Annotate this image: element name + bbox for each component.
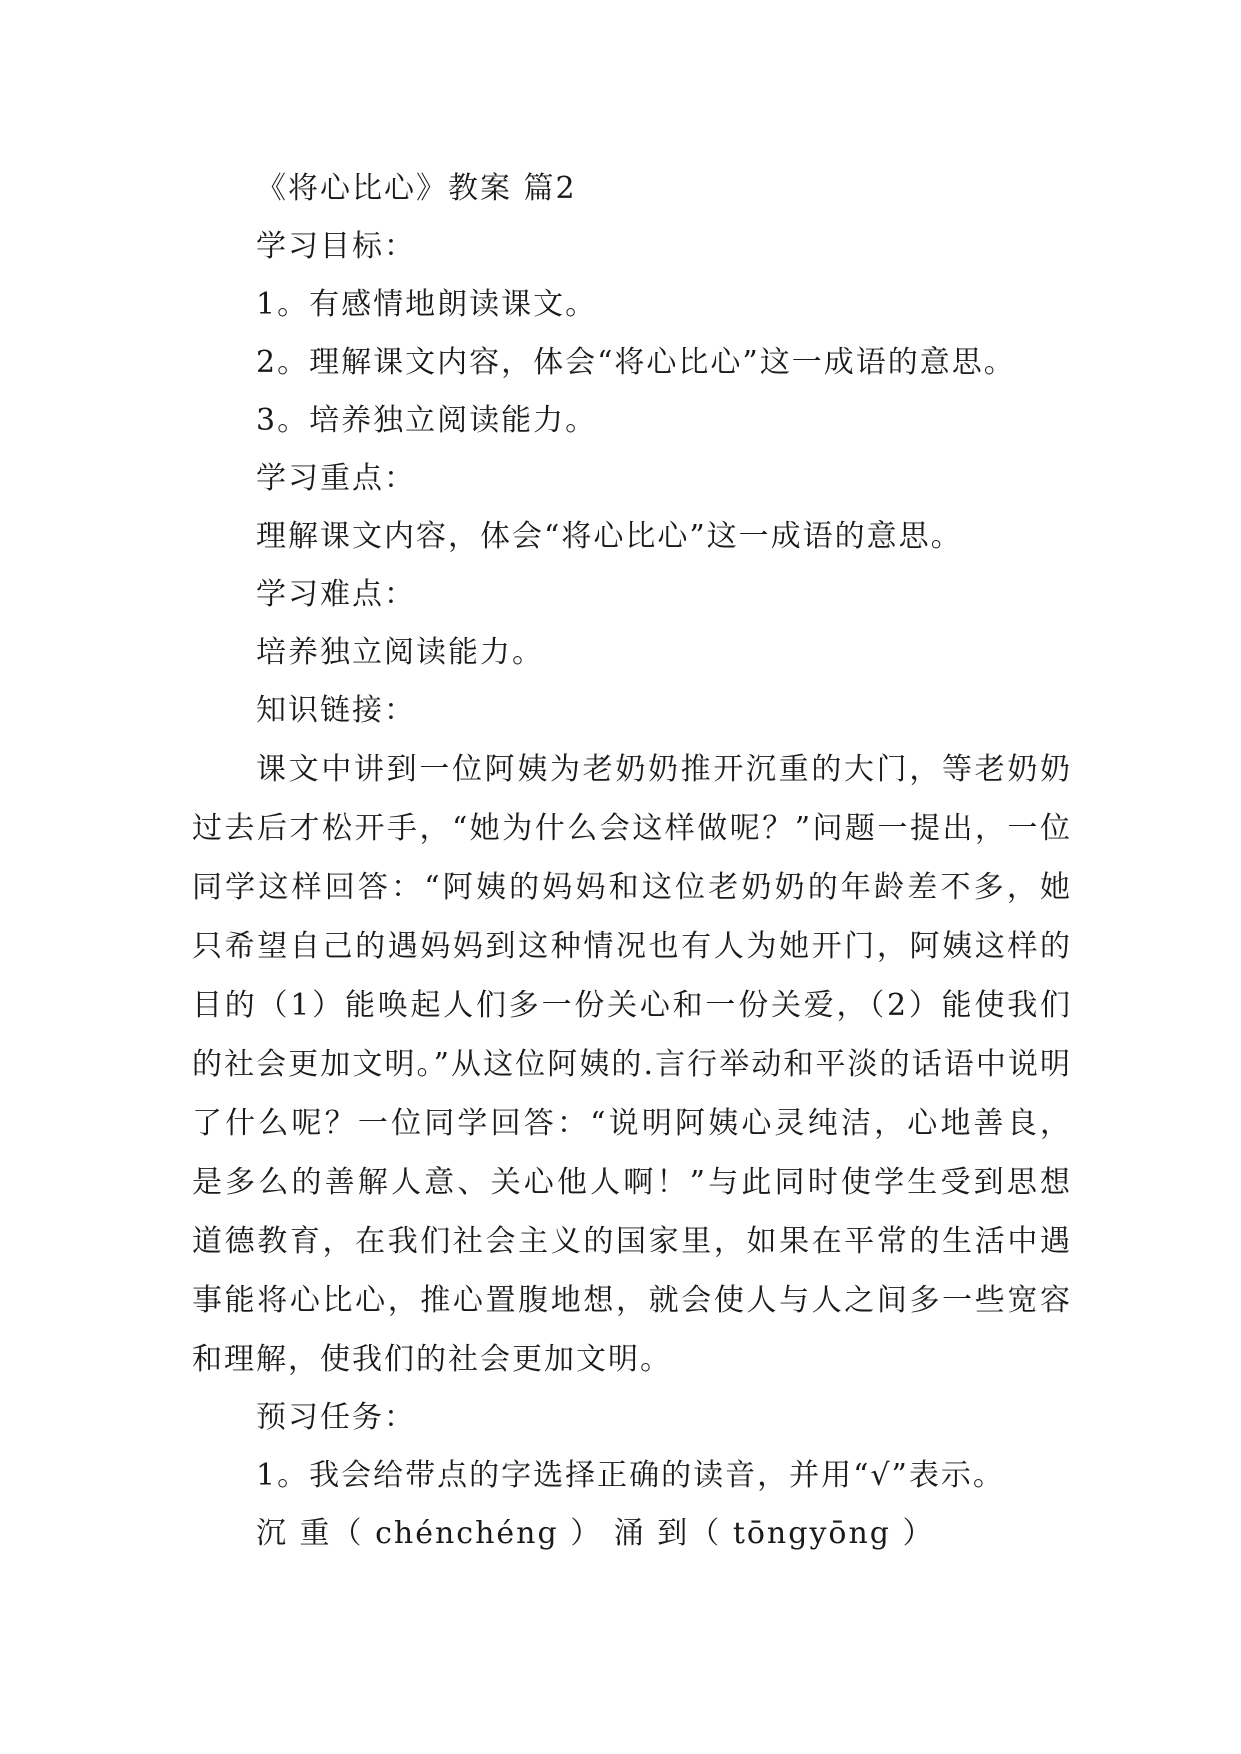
document-body bbox=[192, 160, 1072, 1563]
preview-item-1: 1。我会给带点的字选择正确的读音，并用“√”表示。 bbox=[256, 1458, 1005, 1493]
goal-item-2: 2。理解课文内容，体会“将心比心”这一成语的意思。 bbox=[256, 345, 1016, 380]
preview-heading: 预习任务： bbox=[256, 1400, 416, 1435]
preview-item-2: 沉 重（ chénchéng ） 涌 到（ tōngyōng ） bbox=[256, 1516, 935, 1551]
goal-item-3: 3。培养独立阅读能力。 bbox=[256, 403, 598, 438]
difficulty-text: 培养独立阅读能力。 bbox=[256, 635, 544, 670]
difficulty-heading: 学习难点： bbox=[256, 577, 416, 612]
goal-item-1: 1。有感情地朗读课文。 bbox=[256, 287, 598, 322]
key-heading: 学习重点： bbox=[256, 461, 416, 496]
document-title: 《将心比心》教案 篇2 bbox=[256, 171, 577, 206]
goals-heading: 学习目标： bbox=[256, 229, 416, 264]
link-heading: 知识链接： bbox=[256, 693, 416, 728]
link-paragraph: 课文中讲到一位阿姨为老奶奶推开沉重的大门，等老奶奶过去后才松开手，“她为什么会这样做呢？”问题一提出，一位同学这样回答：“阿姨的妈妈和这位老奶奶的年龄差不多，她只希望自己的遇妈妈到这种情况也有人为她开门，阿姨这样的目的（1）能唤起人们多一份关心和一份关爱，（2）能使我们的社会更加文明。”从这位阿姨的.言行举动和平淡的话语中说明了什么呢？一位同学回答：“说明阿姨心灵纯洁，心地善良，是多么的善解人意、关心他人啊！”与此同时使学生受到思想道德教育，在我们社会主义的国家里，如果在平常的生活中遇事能将心比心，推心置腹地想，就会使人与人之间多一些宽容和理解，使我们的社会更加文明。 bbox=[192, 752, 1072, 1377]
key-text: 理解课文内容，体会“将心比心”这一成语的意思。 bbox=[256, 519, 963, 554]
